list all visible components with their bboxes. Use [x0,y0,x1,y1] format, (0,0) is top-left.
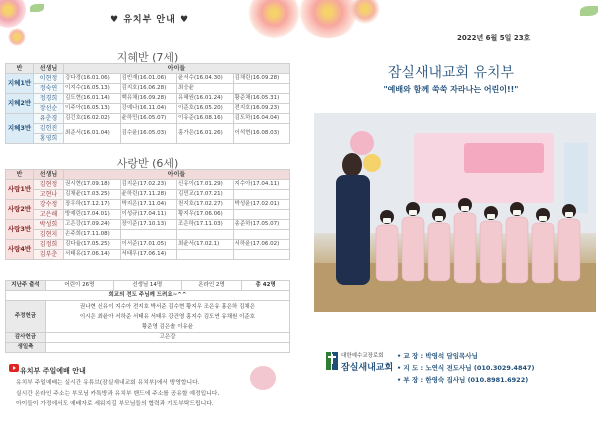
notice-line: 아이들이 가정에서도 예배자로 세워지길 부모님들의 협력과 기도부탁드립니다. [16,401,214,407]
class-name: 지혜1반 [6,74,34,94]
table-row [6,210,290,220]
attendance-table [5,280,290,353]
staff-info [397,350,534,386]
offering-line: 이시은 최윤아 서하준 서태유 서태우 강건영 홍지수 김도연 유채원 이준호 [79,313,256,320]
attendance-label: 지난주 출석 [6,281,46,291]
child-cell: 홍가은(16.01.26) [177,124,234,144]
child-cell [120,230,177,240]
child-cell: 최승윤 [177,84,234,94]
teacher-name: 강수정 [34,200,64,210]
header-teacher: 선생님 [34,170,64,180]
child-cell: 김다율(17.05.25) [64,240,121,250]
logo-church-name: 잠실새내교회 [341,363,394,373]
photo-illustration [314,113,596,312]
child-cell: 이서준(17.01.05) [120,240,177,250]
flower-decoration-left-2 [8,28,26,46]
logo-denomination: 대한예수교장로회 [341,353,384,359]
class2-table [5,169,290,260]
child-cell [177,250,234,260]
birthday-label: 생일축 [6,343,46,353]
teacher-name: 유춘경 [34,114,64,124]
child-cell [177,230,234,240]
church-title: 잠실새내교회 유치부 [387,65,515,81]
offering-row [6,301,290,333]
thanks-label: 감사헌금 [6,333,46,343]
teacher-name: 김부춘 [34,250,64,260]
flower-decoration-right [248,0,300,38]
child-cell: 이지수(16.05.13) [64,84,121,94]
child-cell: 서태유(17.06.14) [64,250,121,260]
youtube-icon [9,364,19,372]
header-children: 아이들 [64,64,290,74]
header-class: 반 [6,170,34,180]
child-cell: 지수아(17.04.11) [233,180,290,190]
child-cell: 최준서(16.01.04) [64,124,121,144]
church-logo-icon [326,352,338,370]
right-page [302,0,600,424]
class-name: 지혜3반 [6,114,34,144]
info-director: • 지 도 : 노연식 전도사님 (010.3029.4847) [397,362,534,374]
left-page [0,0,298,424]
child-cell: 황준채(16.05.31) [233,94,290,104]
teacher-name: 김헌진 [34,124,64,134]
table-row [6,94,290,104]
table-row [6,220,290,230]
class-name: 지혜2반 [6,94,34,114]
class2-heading: 사랑반 (6세) [116,157,179,170]
child-cell: 김도하(16.04.04) [233,114,290,124]
child-cell: 전지호(16.09.23) [233,104,290,114]
child-cell: 장이준(17.10.13) [120,220,177,230]
child-cell: 윤하린(17.11.28) [120,190,177,200]
issue-date: 2022년 6월 5일 23호 [457,34,531,42]
child-cell: 윤서수(16.04.30) [177,74,234,84]
child-cell: 최윤서(17.02.1) [177,240,234,250]
child-cell: 김긴호(16.02.02) [64,114,121,124]
worship-photo [314,113,596,312]
child-cell: 박지은(17.11.04) [120,200,177,210]
flower-decoration-left [0,0,26,28]
child-cell: 방예린(17.04.01) [64,210,121,220]
thanks-value: 고은강 [46,333,290,343]
child-cell: 황지우(17.06.06) [177,210,234,220]
child-cell [233,210,290,220]
teacher-name: 고현나 [34,190,64,200]
teacher-name: 박성희 [34,220,64,230]
header-teacher: 선생님 [34,64,64,74]
info-head: • 부 장 : 한영숙 집사님 (010.8981.6922) [397,374,534,386]
attendance-teachers: 선생님 14명 [113,281,181,291]
attendance-online: 온라인 2명 [181,281,242,291]
child-cell: 신유이(17.01.29) [177,180,234,190]
table-row [6,74,290,84]
birthday-row [6,343,290,353]
teacher-name: 김정희 [34,240,64,250]
attendance-total: 총 42명 [242,281,290,291]
notice-line: 실시간 온라인 주소는 부모님 카톡방과 유치부 밴드에 주소를 공유할 예정입니다. [16,390,220,397]
child-cell: 손주희(17.11.08) [64,230,121,240]
offering-line: 황준영 김은솔 이유윤 [141,323,194,330]
attendance-children: 어린이 26명 [46,281,114,291]
notice-title: 유치부 주일예배 안내 [20,367,86,375]
child-cell: 김수윤(16.05.03) [120,124,177,144]
info-principal: • 교 장 : 박영석 담임목사님 [397,350,534,362]
child-cell: 김지운(17.02.23) [120,180,177,190]
child-cell: 이유준(16.08.16) [177,114,234,124]
class1-heading: 지혜반 (7세) [116,51,179,64]
teacher-name: 고은해 [34,210,64,220]
teacher-name: 홍영희 [34,134,64,144]
child-cell: 김채윤(17.03.25) [64,190,121,200]
flower-decoration-top-2 [350,0,380,24]
prayer-title: 희교의 전도 주님께 드려요~^^ [6,291,290,301]
offering-names [46,301,290,333]
notice-line: 유치부 주일예배는 실시간 유튜브(잠실새내교회 유치부)에서 방영합니다. [16,380,200,386]
header-children: 아이들 [64,170,290,180]
attendance-row [6,281,290,291]
header-class: 반 [6,64,34,74]
child-cell: 김도현(16.01.14) [64,94,121,104]
class-name: 사랑4반 [6,240,34,260]
table-row [6,250,290,260]
child-cell: 김지호(16.06.28) [120,84,177,94]
class-name: 사랑1반 [6,180,34,200]
offering-label: 주정헌금 [6,301,46,333]
teacher-name: 장선순 [34,104,64,114]
table-row [6,104,290,114]
table-row [6,230,290,240]
child-cell [233,230,290,240]
child-cell: 서태우(17.06.14) [120,250,177,260]
birthday-value [46,343,290,353]
notice-text [16,378,291,410]
class1-table [5,63,290,144]
child-cell: 이주아(16.05.13) [64,104,121,114]
child-cell: 장우하(17.12.17) [64,200,121,210]
table-row [6,124,290,134]
child-cell: 서하윤(17.06.02) [233,240,290,250]
table-row [6,200,290,210]
table-row [6,180,290,190]
child-cell: 이준호(16.05.20) [177,104,234,114]
child-cell [233,84,290,94]
child-cell: 권시현(17.09.18) [64,180,121,190]
child-cell: 박성윤(17.02.01) [233,200,290,210]
child-cell: 김채린(16.09.28) [233,74,290,84]
page-title: ♥ 유치부 안내 ♥ [110,15,190,25]
slogan: "예배와 함께 쑥쑥 자라나는 어린이!!" [383,85,519,94]
summary-section [5,280,290,353]
table-row [6,84,290,94]
prayer-row [6,291,290,301]
child-cell: 강다경(16.01.06) [64,74,121,84]
table-row [6,190,290,200]
child-cell: 윤하민(16.05.07) [120,114,177,124]
child-cell: 김민교(17.07.21) [177,190,234,200]
child-cell: 유혜원(16.01.24) [177,94,234,104]
child-cell [233,190,290,200]
teacher-name: 정숙연 [34,84,64,94]
child-cell: 천지호(17.02.27) [177,200,234,210]
child-cell: 송준하(17.05.07) [233,220,290,230]
child-cell [233,250,290,260]
offering-line: 권나현 신유이 지수아 전지호 박서준 김수현 황지우 조은유 홍은하 김채은 [79,303,256,310]
class-name: 사랑3반 [6,220,34,240]
child-cell: 이성규(17.04.11) [120,210,177,220]
church-logo [326,350,402,374]
teacher-name: 정경희 [34,94,64,104]
teacher-name: 김현지 [34,230,64,240]
child-cell: 백유채(16.09.28) [120,94,177,104]
table-row [6,240,290,250]
child-cell: 이석현(16.08.03) [233,124,290,144]
thanks-row [6,333,290,343]
teacher-name: 이현정 [34,74,64,84]
child-cell: 조은하(17.11.03) [177,220,234,230]
teacher-name: 김현정 [34,180,64,190]
child-cell: 강예나(16.11.04) [120,104,177,114]
leaf-decoration [30,4,44,12]
child-cell: 고은강(17.09.24) [64,220,121,230]
child-cell: 김빈재(16.01.06) [120,74,177,84]
class-name: 사랑2반 [6,200,34,220]
leaf-decoration-right [580,6,598,16]
table-row [6,114,290,124]
